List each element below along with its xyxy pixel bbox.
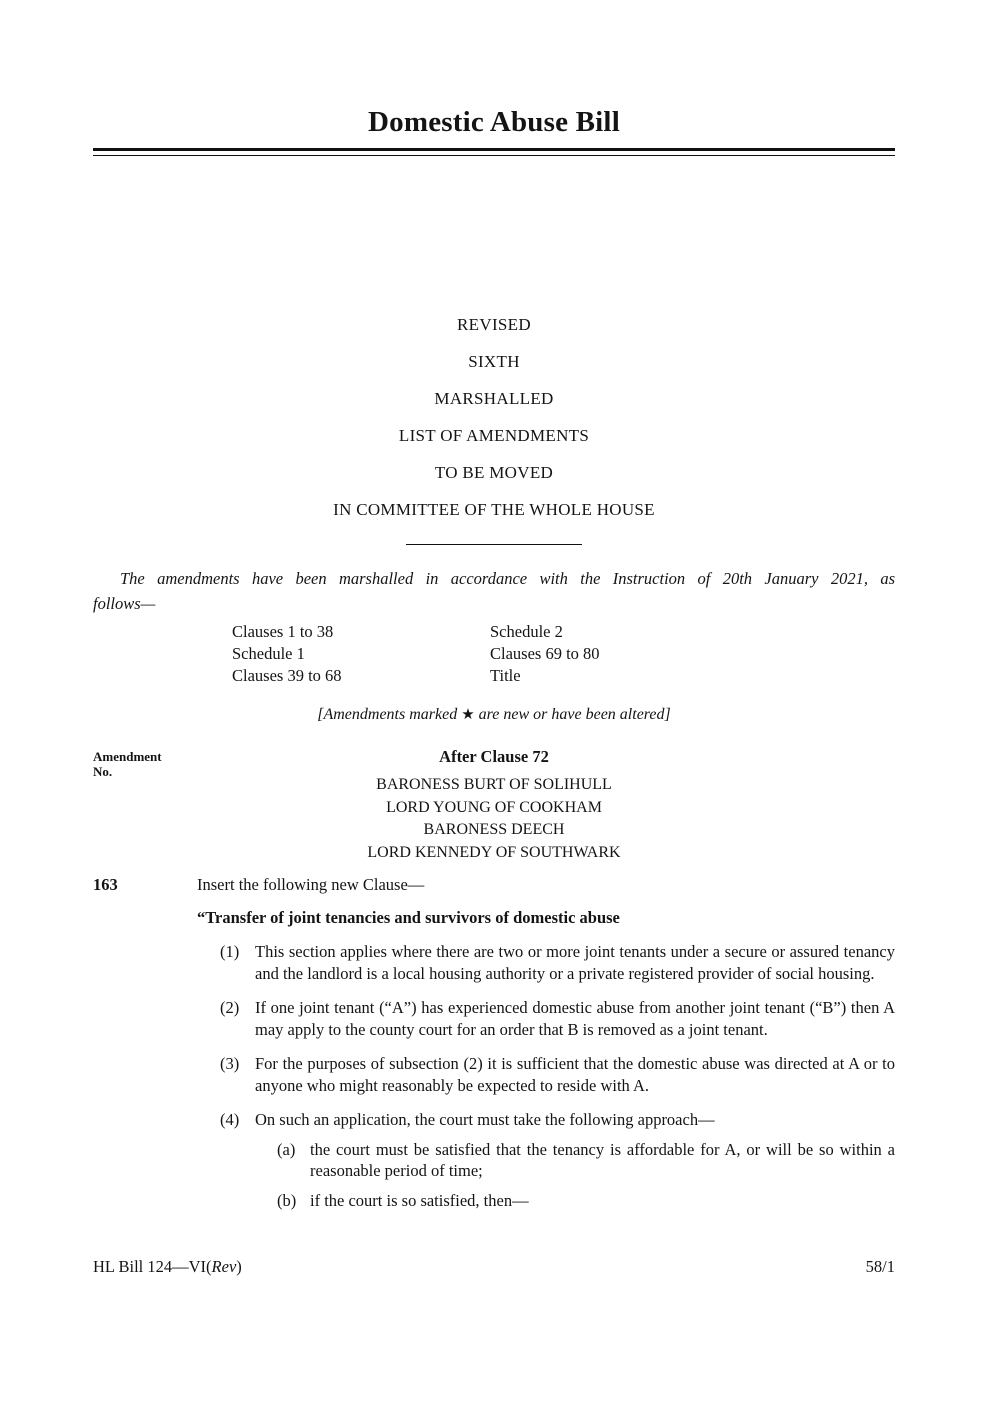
sponsor-name: BARONESS BURT OF SOLIHULL	[376, 776, 612, 793]
intro-line-2: follows—	[93, 594, 156, 613]
clause-item-text: This section applies where there are two or more joint tenants under a secure or assured tenancy and the landlord is a local housing authority or a private registered provider of social housing.	[255, 942, 895, 983]
order-cell: Title	[490, 666, 521, 685]
sponsor-name: LORD YOUNG OF COOKHAM	[386, 798, 602, 816]
amendment-no-label-line: No.	[93, 764, 113, 779]
page-footer	[93, 1257, 895, 1277]
marked-note-text: [Amendments marked	[317, 706, 462, 723]
amendment-no-column-label	[93, 749, 162, 779]
clause-item	[197, 941, 895, 984]
clause-item-text: On such an application, the court must take the following approach—	[255, 1110, 715, 1129]
clause-item	[197, 997, 895, 1040]
order-cell: Schedule 2	[490, 622, 563, 641]
bill-reference-text: )	[236, 1257, 242, 1276]
page-title: Domestic Abuse Bill	[368, 106, 620, 138]
sub-item-number: (b)	[277, 1190, 297, 1210]
section-divider	[406, 544, 582, 545]
bill-reference	[93, 1257, 242, 1277]
bill-reference-rev: Rev	[211, 1257, 237, 1276]
sponsor-name: LORD KENNEDY OF SOUTHWARK	[367, 843, 621, 861]
clause-sub-item	[197, 1139, 895, 1182]
clause-item	[197, 1053, 895, 1096]
heading-line: IN COMMITTEE OF THE WHOLE HOUSE	[333, 500, 655, 519]
marked-note-text: are new or have been altered]	[474, 706, 671, 723]
section-heading: After Clause 72	[439, 747, 549, 766]
clause-item-text: If one joint tenant (“A”) has experienced domestic abuse from another joint tenant (“B”) then A may apply to the county court for an order that B is removed as a joint tenant.	[255, 998, 895, 1039]
marshalling-order-list	[232, 621, 895, 687]
amendment-header	[93, 747, 895, 864]
sub-item-text: the court must be satisfied that the tenancy is affordable for A, or will be so within a reasonable period of time;	[310, 1139, 895, 1180]
sub-item-number: (a)	[277, 1139, 296, 1159]
order-row	[232, 665, 895, 687]
clause-item	[197, 1109, 895, 1131]
amendment-number: 163	[93, 875, 118, 894]
sponsor-name: BARONESS DEECH	[423, 821, 565, 838]
amendment-163	[93, 874, 895, 1211]
order-row	[232, 621, 895, 643]
amendment-lead-text: Insert the following new Clause—	[197, 875, 425, 894]
bill-reference-text: HL Bill 124—VI(	[93, 1257, 212, 1276]
order-cell: Clauses 1 to 38	[232, 622, 334, 641]
document-heading-block	[93, 306, 895, 528]
page-number: 58/1	[865, 1257, 895, 1276]
order-cell: Clauses 39 to 68	[232, 666, 342, 685]
heading-line: LIST OF AMENDMENTS	[398, 426, 590, 445]
clause-item-text: For the purposes of subsection (2) it is sufficient that the domestic abuse was directed at A or to anyone who might reasonably be expected to reside with A.	[255, 1054, 895, 1095]
heading-line: SIXTH	[468, 352, 520, 371]
intro-paragraph	[93, 566, 895, 616]
clause-sub-item	[197, 1190, 895, 1212]
clause-item-number: (2)	[220, 998, 240, 1017]
star-icon: ★	[461, 707, 475, 723]
heading-line: MARSHALLED	[434, 389, 554, 408]
order-cell: Clauses 69 to 80	[490, 644, 600, 663]
order-row	[232, 643, 895, 665]
clause-item-number: (4)	[220, 1110, 240, 1129]
heading-line: REVISED	[457, 315, 531, 334]
new-clause-title: “Transfer of joint tenancies and survivors of domestic abuse	[197, 907, 620, 927]
clause-item-number: (1)	[220, 942, 240, 961]
order-cell: Schedule 1	[232, 644, 305, 663]
clause-item-number: (3)	[220, 1054, 240, 1073]
sponsor-list	[93, 774, 895, 864]
marked-amendments-note	[93, 705, 895, 724]
sub-item-text: if the court is so satisfied, then—	[310, 1190, 529, 1210]
title-rule	[93, 148, 895, 156]
amendment-no-label-line: Amendment	[93, 749, 162, 764]
heading-line: TO BE MOVED	[434, 463, 554, 482]
intro-line-1: The amendments have been marshalled in accordance with the Instruction of 20th January 2021, as	[120, 569, 895, 588]
